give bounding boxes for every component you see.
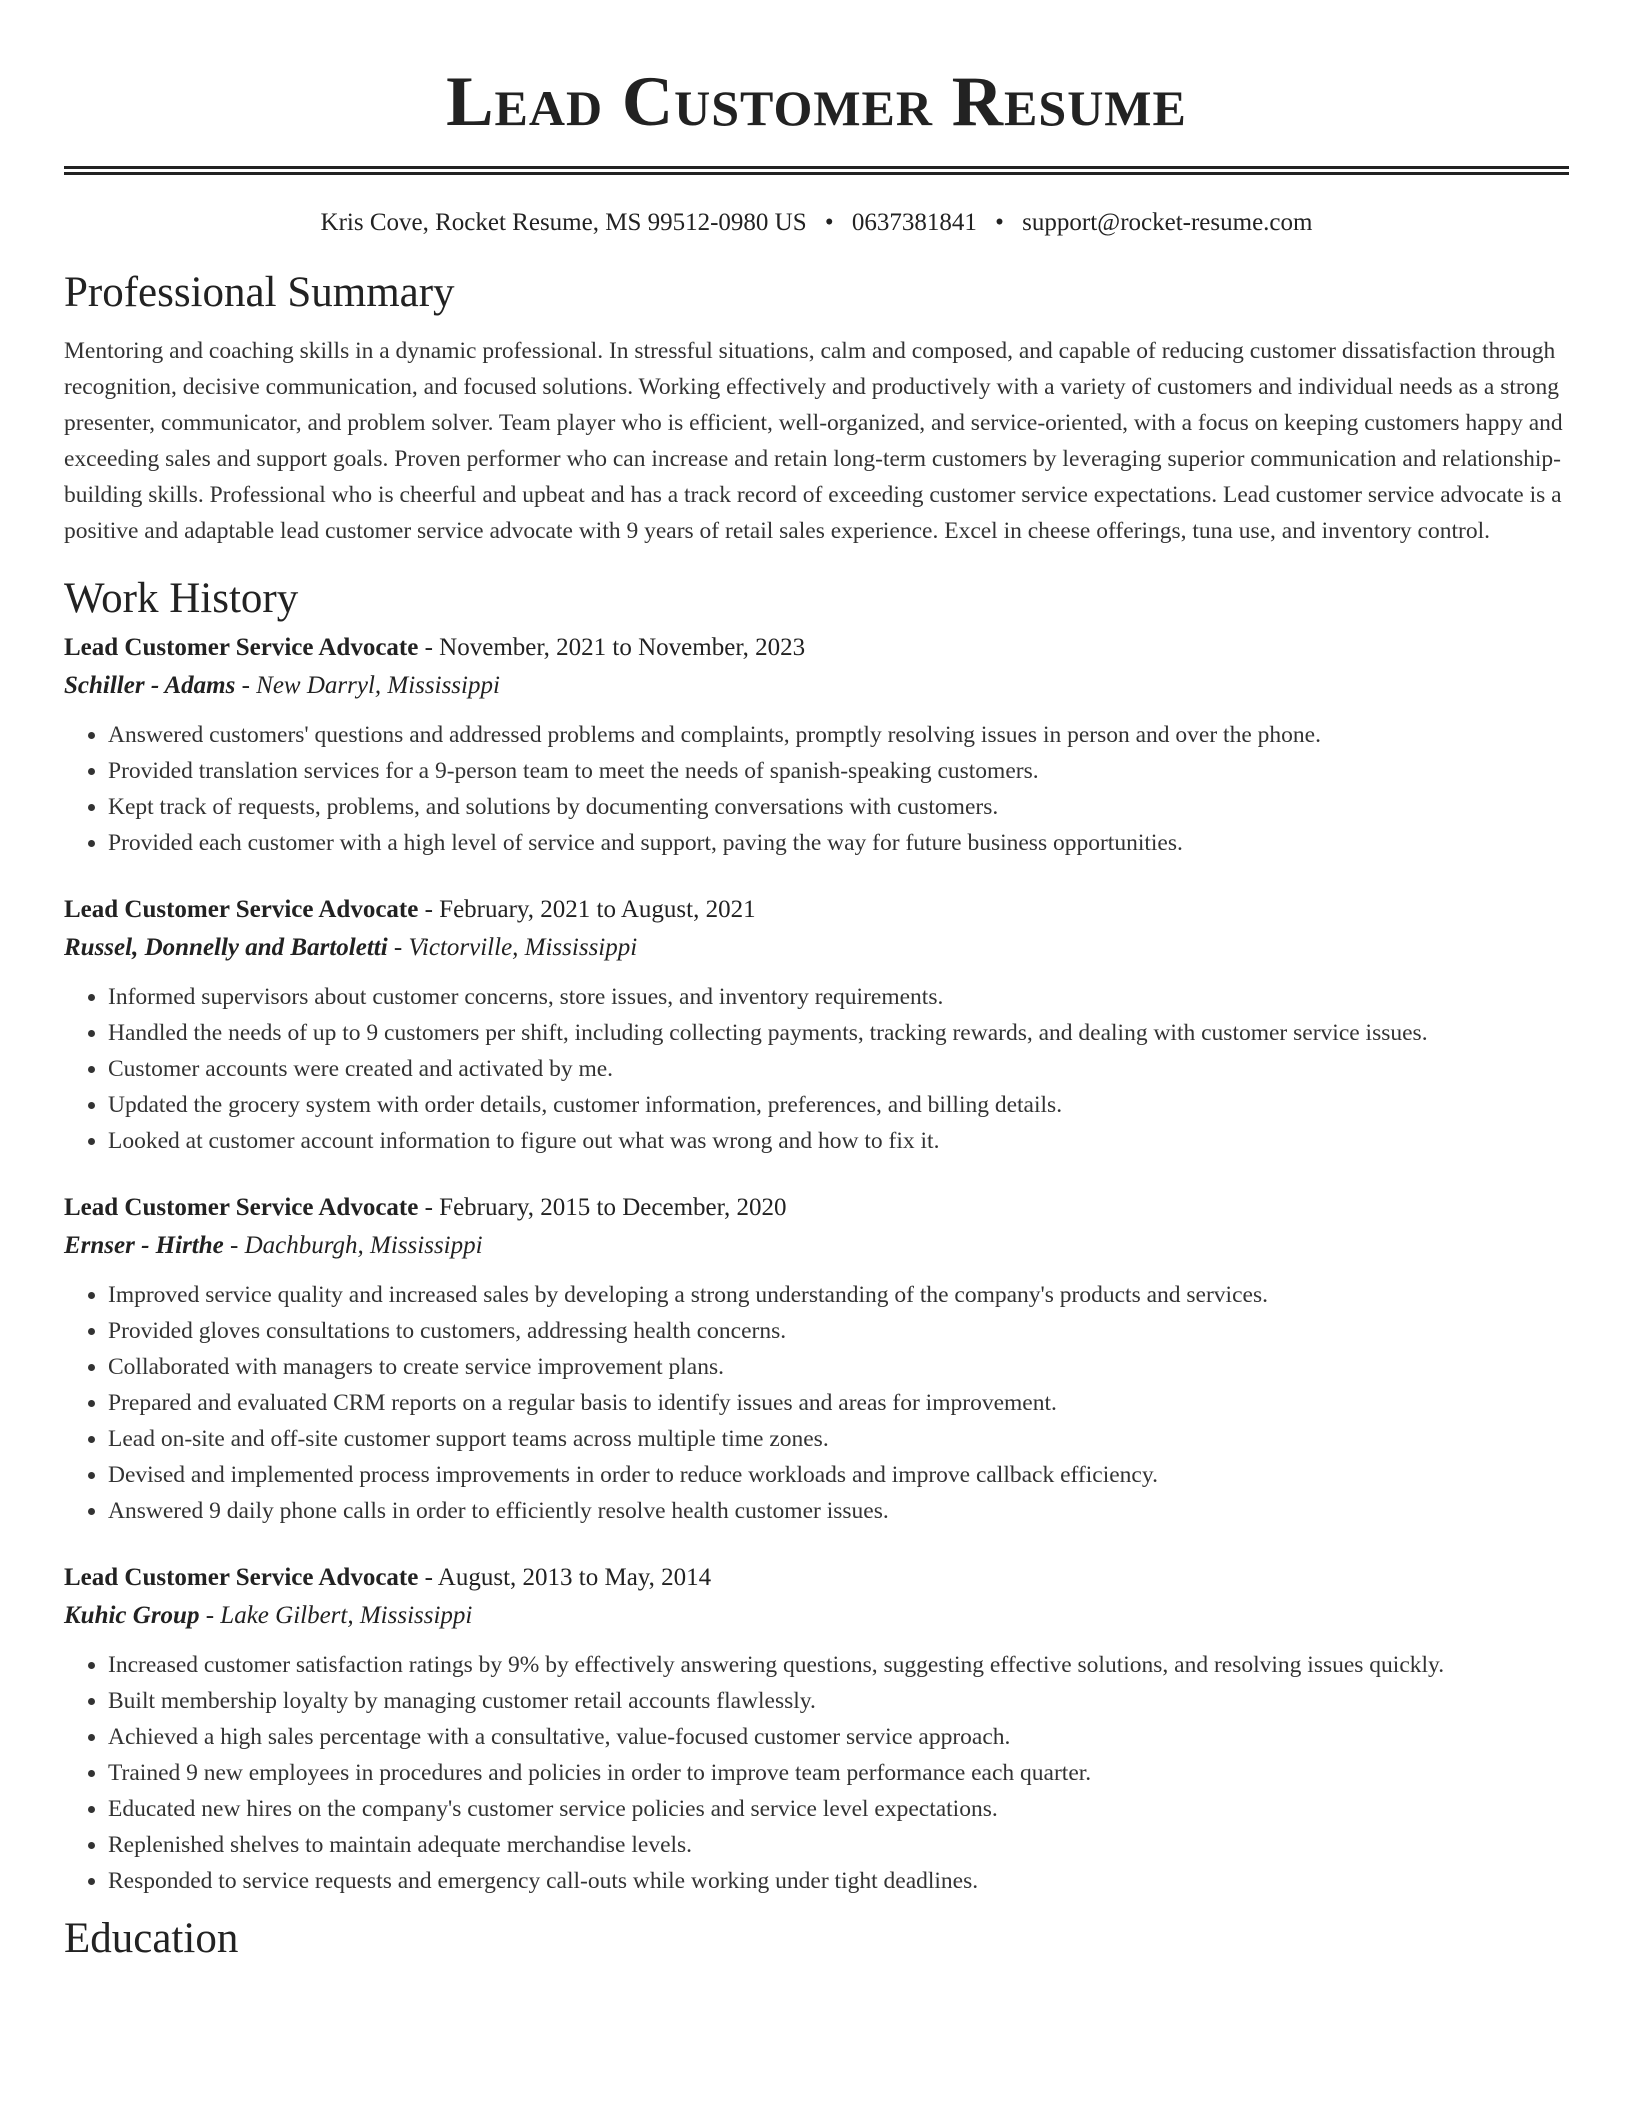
job-bullet: • Kept track of requests, problems, and solutions by documenting conversations with customers. bbox=[108, 789, 1569, 825]
job-dates: - February, 2021 to August, 2021 bbox=[418, 896, 756, 923]
contact-separator: • bbox=[995, 209, 1004, 236]
job-location: - Victorville, Mississippi bbox=[387, 934, 638, 961]
summary-heading: Professional Summary bbox=[64, 269, 455, 316]
job-company-line bbox=[64, 929, 1569, 967]
job-bullet: • Informed supervisors about customer concerns, store issues, and inventory requirements. bbox=[108, 979, 1569, 1015]
job-title-line bbox=[64, 629, 1569, 667]
job-bullet: • Answered 9 daily phone calls in order to efficiently resolve health customer issues. bbox=[108, 1493, 1569, 1529]
resume-page bbox=[64, 0, 1569, 1965]
job-title-line bbox=[64, 1189, 1569, 1227]
job-bullets bbox=[64, 717, 1569, 861]
job-bullet: • Answered customers' questions and addressed problems and complaints, promptly resolving issues in person and over the phone. bbox=[108, 717, 1569, 753]
summary-text: Mentoring and coaching skills in a dynamic professional. In stressful situations, calm and composed, and capable of reducing customer dissatisfaction through recognition, decisive communication, and focused solutions. Working effectively and productively with a variety of customers and individual needs as a strong presenter, communicator, and problem solver. Team player who is efficient, well-organized, and service-oriented, with a focus on keeping customers happy and exceeding sales and support goals. Proven performer who can increase and retain long-term customers by leveraging superior communication and relationship-building skills. Professional who is cheerful and upbeat and has a track record of exceeding customer service expectations. Lead customer service advocate is a positive and adaptable lead customer service advocate with 9 years of retail sales experience. Excel in cheese offerings, tuna use, and inventory control. bbox=[64, 338, 1563, 544]
job-company: Ernser - Hirthe bbox=[64, 1232, 224, 1259]
job-bullet: • Replenished shelves to maintain adequate merchandise levels. bbox=[108, 1827, 1569, 1863]
job-bullet: • Updated the grocery system with order details, customer information, preferences, and billing details. bbox=[108, 1087, 1569, 1123]
job-company: Russel, Donnelly and Bartoletti bbox=[64, 934, 388, 961]
job-bullet: • Provided translation services for a 9-person team to meet the needs of spanish-speaking customers. bbox=[108, 753, 1569, 789]
job-bullet: • Customer accounts were created and activated by me. bbox=[108, 1051, 1569, 1087]
job-company: Schiller - Adams bbox=[64, 672, 236, 699]
resume-title: Lead Customer Resume bbox=[446, 63, 1187, 141]
job-location: - Lake Gilbert, Mississippi bbox=[199, 1602, 473, 1629]
job-title-line bbox=[64, 1559, 1569, 1597]
work-history-list bbox=[64, 629, 1569, 1899]
job-bullet: • Improved service quality and increased sales by developing a strong understanding of the company's products and services. bbox=[108, 1277, 1569, 1313]
job-title: Lead Customer Service Advocate bbox=[64, 634, 419, 661]
job-company-line bbox=[64, 667, 1569, 705]
contact-email: support@rocket-resume.com bbox=[1022, 209, 1313, 236]
job-bullet: • Looked at customer account information to figure out what was wrong and how to fix it. bbox=[108, 1123, 1569, 1159]
contact-separator: • bbox=[824, 209, 834, 236]
job-bullet: • Lead on-site and off-site customer support teams across multiple time zones. bbox=[108, 1421, 1569, 1457]
job-location: - New Darryl, Mississippi bbox=[235, 672, 500, 699]
contact-line bbox=[64, 207, 1569, 239]
job-bullet: • Provided gloves consultations to customers, addressing health concerns. bbox=[108, 1313, 1569, 1349]
job-dates: - November, 2021 to November, 2023 bbox=[418, 634, 806, 661]
job-bullet: • Prepared and evaluated CRM reports on a regular basis to identify issues and areas for improvement. bbox=[108, 1385, 1569, 1421]
contact-address: Kris Cove, Rocket Resume, MS 99512-0980 US bbox=[320, 209, 807, 236]
job-company-line bbox=[64, 1597, 1569, 1635]
contact-phone: 0637381841 bbox=[851, 209, 977, 236]
job-bullet: • Built membership loyalty by managing customer retail accounts flawlessly. bbox=[108, 1683, 1569, 1719]
job-title-line bbox=[64, 891, 1569, 929]
job-bullet: • Collaborated with managers to create service improvement plans. bbox=[108, 1349, 1569, 1385]
job-bullet: • Provided each customer with a high level of service and support, paving the way for future business opportunities. bbox=[108, 825, 1569, 861]
work-history-heading: Work History bbox=[64, 575, 299, 622]
job-bullet: • Responded to service requests and emergency call-outs while working under tight deadlines. bbox=[108, 1863, 1569, 1899]
job-dates: - August, 2013 to May, 2014 bbox=[418, 1564, 712, 1591]
job-bullet: • Increased customer satisfaction ratings by 9% by effectively answering questions, suggesting effective solutions, and resolving issues quickly. bbox=[108, 1647, 1569, 1683]
job-dates: - February, 2015 to December, 2020 bbox=[418, 1194, 787, 1221]
job-bullet: • Devised and implemented process improvements in order to reduce workloads and improve callback efficiency. bbox=[108, 1457, 1569, 1493]
job-bullet: • Trained 9 new employees in procedures and policies in order to improve team performance each quarter. bbox=[108, 1755, 1569, 1791]
job-bullets bbox=[64, 979, 1569, 1159]
job-title: Lead Customer Service Advocate bbox=[64, 1564, 419, 1591]
job-entry bbox=[64, 1189, 1569, 1529]
job-title: Lead Customer Service Advocate bbox=[64, 1194, 419, 1221]
job-title: Lead Customer Service Advocate bbox=[64, 896, 419, 923]
job-entry bbox=[64, 1559, 1569, 1899]
education-heading: Education bbox=[64, 1915, 239, 1962]
job-location: - Dachburgh, Mississippi bbox=[223, 1232, 483, 1259]
job-bullet: • Achieved a high sales percentage with a consultative, value-focused customer service approach. bbox=[108, 1719, 1569, 1755]
job-bullets bbox=[64, 1647, 1569, 1899]
job-bullets bbox=[64, 1277, 1569, 1529]
title-divider bbox=[64, 166, 1569, 175]
job-entry bbox=[64, 629, 1569, 861]
job-bullet: • Educated new hires on the company's customer service policies and service level expectations. bbox=[108, 1791, 1569, 1827]
job-bullet: • Handled the needs of up to 9 customers per shift, including collecting payments, tracking rewards, and dealing with customer service issues. bbox=[108, 1015, 1569, 1051]
job-entry bbox=[64, 891, 1569, 1159]
job-company: Kuhic Group bbox=[64, 1602, 200, 1629]
job-company-line bbox=[64, 1227, 1569, 1265]
